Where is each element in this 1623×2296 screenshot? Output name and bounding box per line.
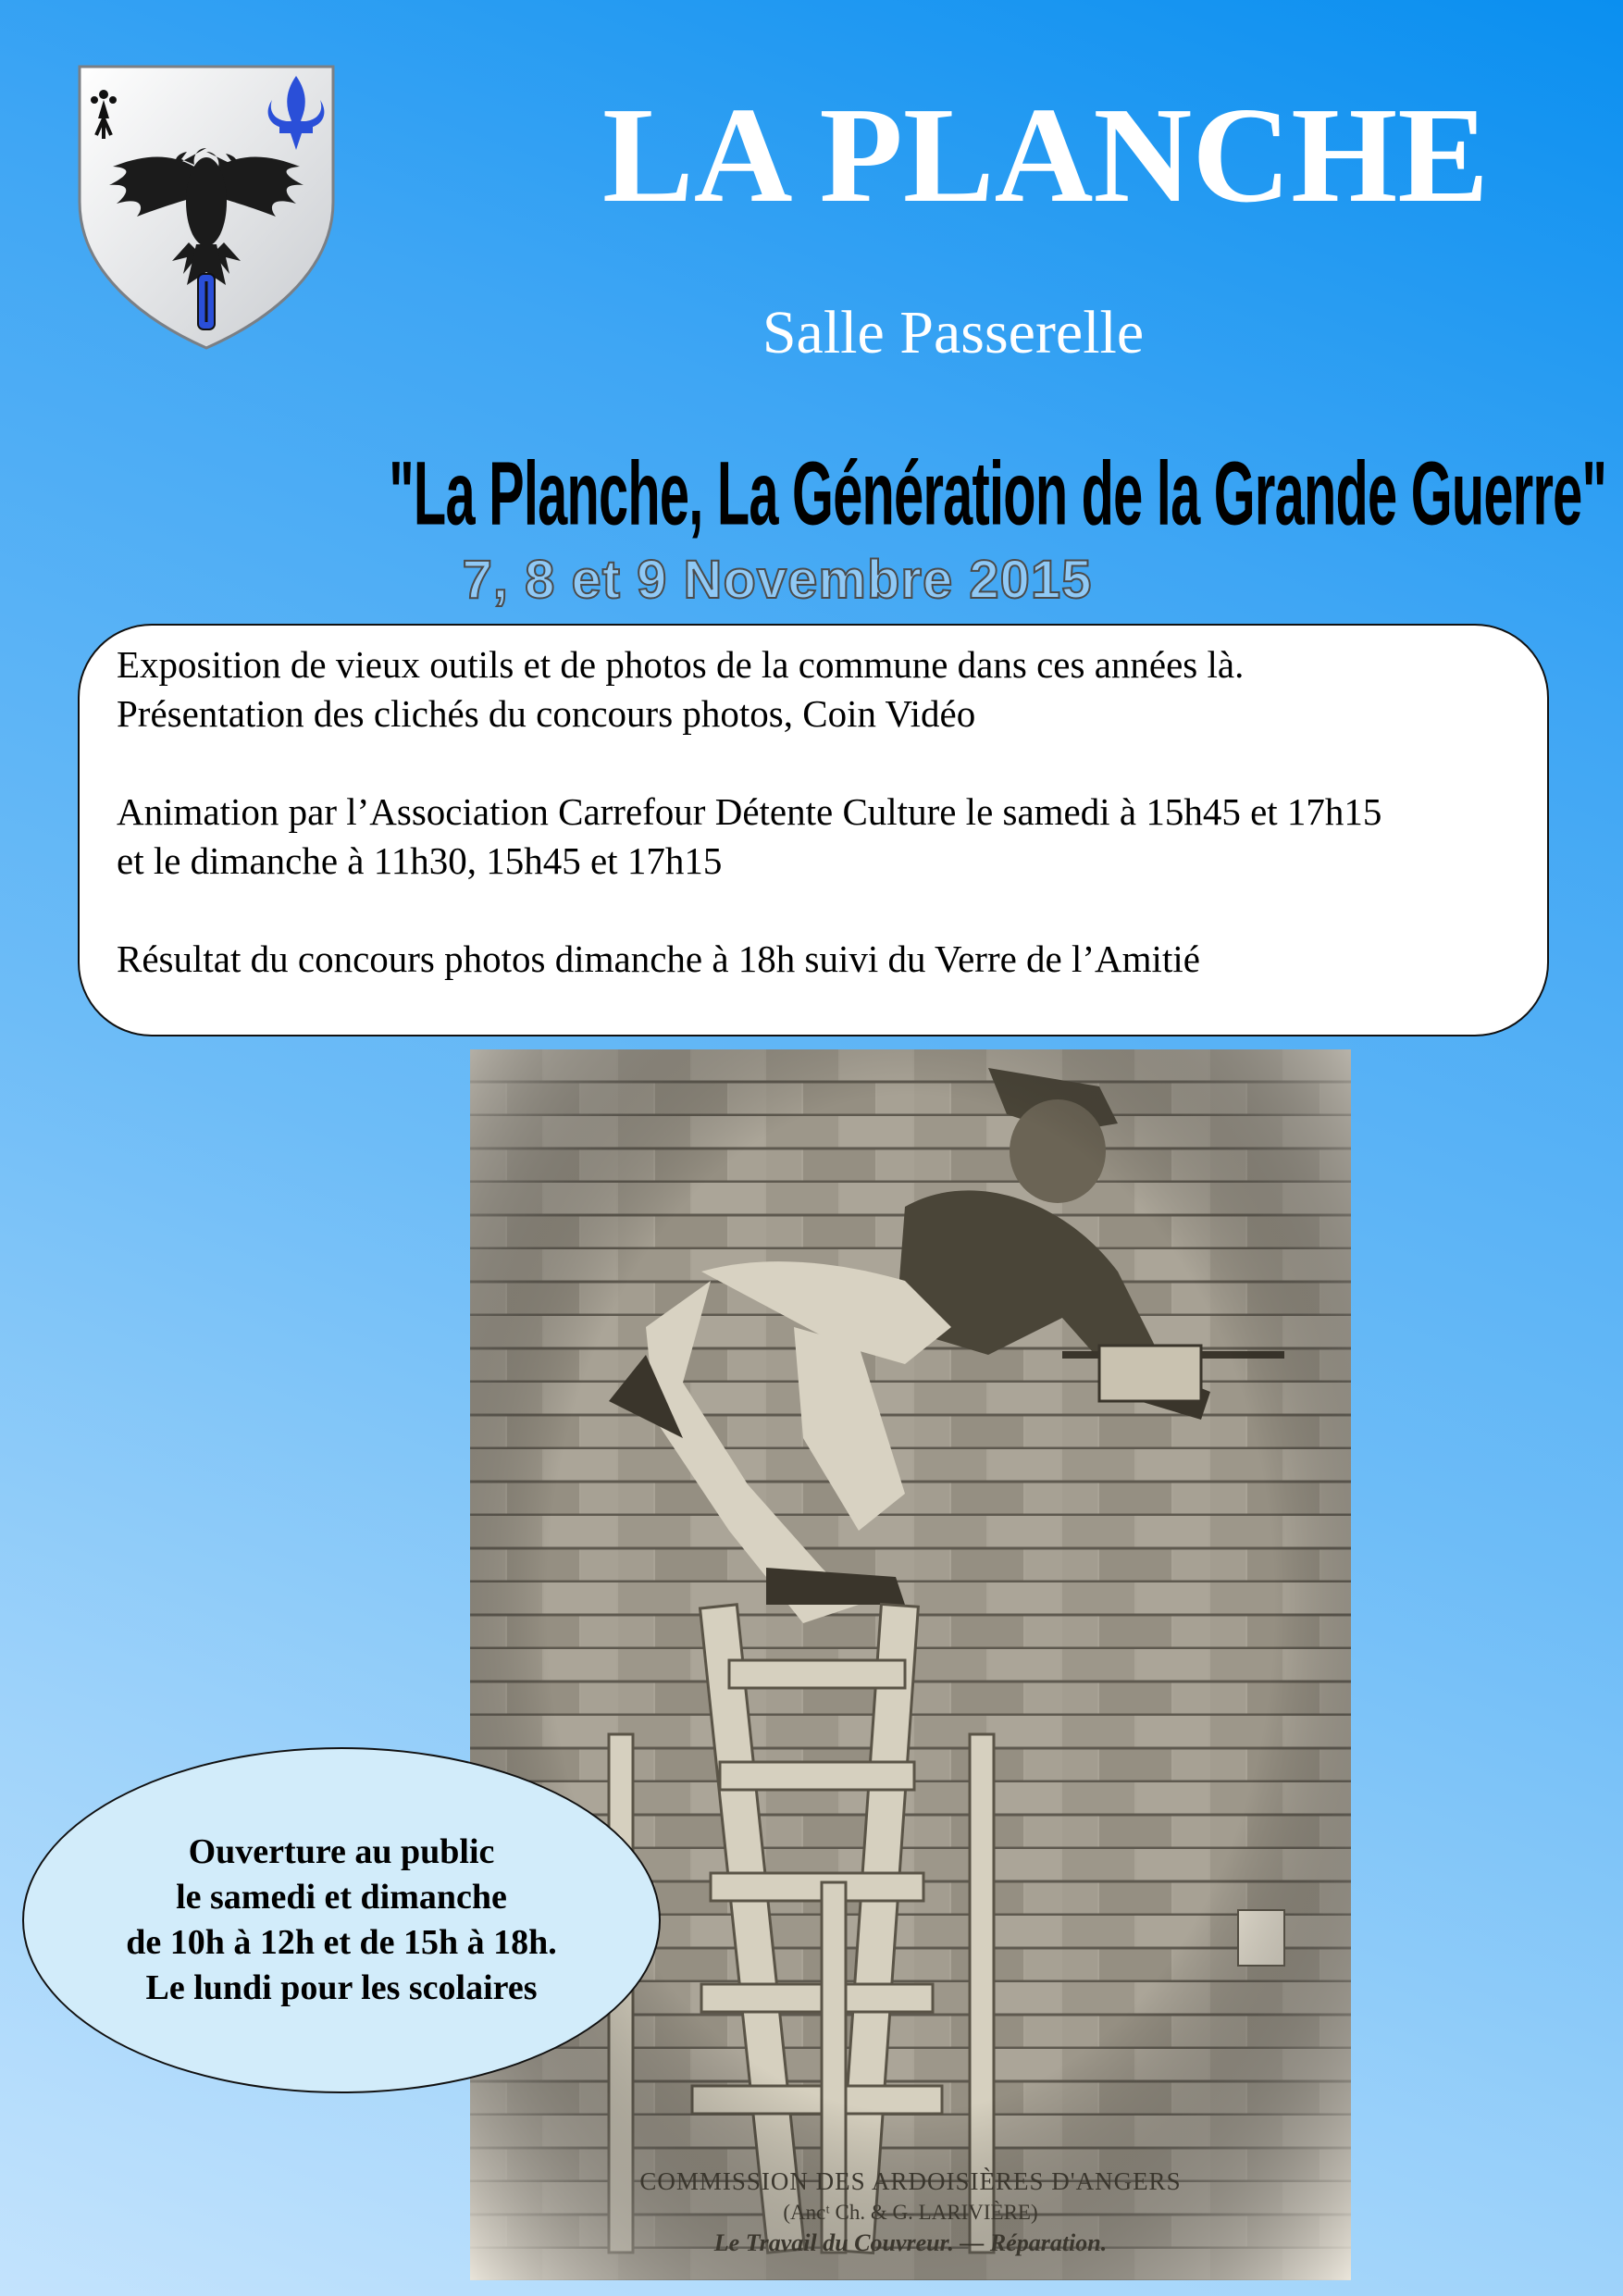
info-line: Résultat du concours photos dimanche à 18h suivi du Verre de l’Amitié — [117, 937, 1200, 980]
info-line: Animation par l’Association Carrefour Détente Culture le samedi à 15h45 et 17h15 — [117, 790, 1382, 833]
hours-line: le samedi et dimanche — [176, 1878, 507, 1917]
info-line: Exposition de vieux outils et de photos de la commune dans ces années là. — [117, 643, 1245, 686]
info-line: Présentation des clichés du concours photos, Coin Vidéo — [117, 692, 976, 735]
venue-name: Salle Passerelle — [762, 299, 1145, 366]
event-dates: 7, 8 et 9 Novembre 2015 — [462, 550, 1093, 610]
info-box — [78, 624, 1549, 1036]
coat-of-arms-icon — [76, 63, 337, 352]
hours-line: Le lundi pour les scolaires — [145, 1968, 538, 2007]
photo-caption-line: COMMISSION DES ARDOISIÈRES D'ANGERS — [639, 2167, 1182, 2195]
photo-caption-line: Le Travail du Couvreur. — Réparation. — [713, 2229, 1108, 2256]
event-title: "La Planche, La Génération de la Grande Guerre" — [389, 441, 1607, 544]
photo-caption-line: (Ancᵗ Ch. & G. LARIVIÈRE) — [783, 2201, 1038, 2224]
opening-hours-bubble — [22, 1747, 661, 2093]
info-line: et le dimanche à 11h30, 15h45 et 17h15 — [117, 839, 723, 882]
hours-line: Ouverture au public — [188, 1832, 495, 1871]
page-title: LA PLANCHE — [601, 80, 1490, 231]
postcard-photo — [470, 1049, 1351, 2280]
hours-line: de 10h à 12h et de 15h à 18h. — [126, 1923, 557, 1962]
